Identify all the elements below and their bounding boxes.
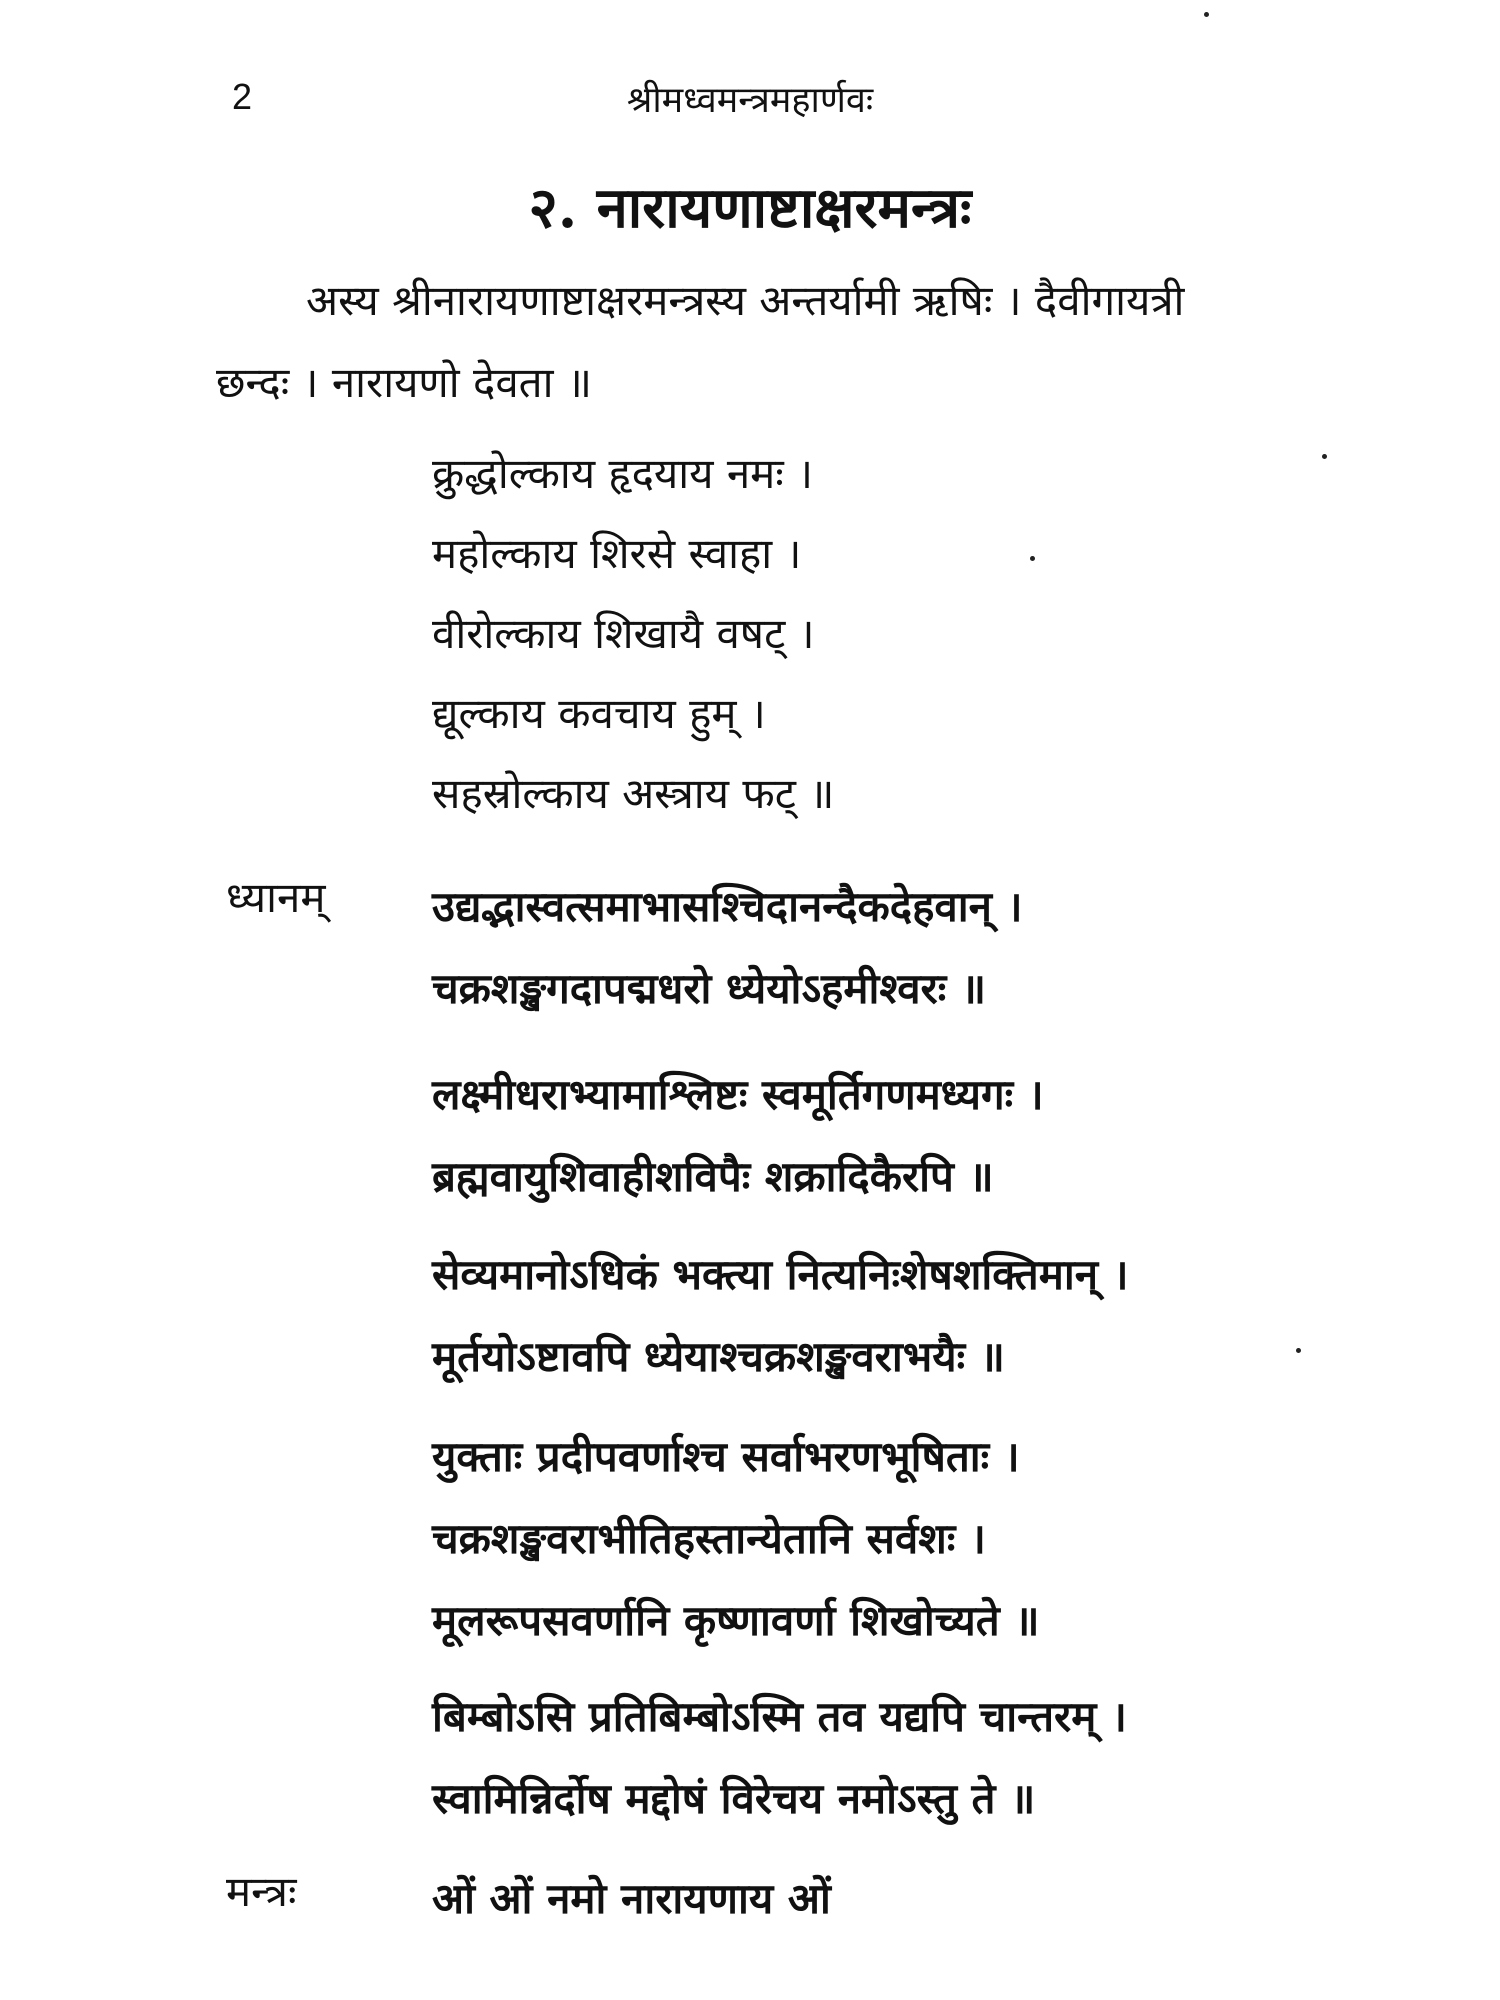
intro-line: छन्दः । नारायणो देवता ॥: [216, 358, 593, 407]
anganyasa-line: द्यूल्काय कवचाय हुम् ।: [432, 689, 766, 738]
scan-speck: [1296, 1348, 1301, 1353]
anganyasa-line: वीरोल्काय शिखायै वषट् ।: [432, 609, 815, 658]
verse-line: बिम्बोऽसि प्रतिबिम्बोऽस्मि तव यद्यपि चान्तरम् ।: [432, 1692, 1127, 1741]
dhyanam-label: ध्यानम्: [226, 873, 326, 922]
anganyasa-line: सहस्रोल्काय अस्त्राय फट् ॥: [432, 769, 835, 818]
anganyasa-line: महोल्काय शिरसे स्वाहा ।: [432, 529, 802, 578]
verse-line: ब्रह्मवायुशिवाहीशविपैः शक्रादिकैरपि ॥: [432, 1152, 994, 1201]
mantra-label: मन्त्रः: [226, 1867, 297, 1916]
mantra-text: ओं ओं नमो नारायणाय ओं: [432, 1874, 831, 1923]
dhyanam-verse: [432, 1676, 1127, 1840]
verse-line: चक्रशङ्खवराभीतिहस्तान्येतानि सर्वशः ।: [432, 1514, 986, 1563]
section-title: २. नारायणाष्टाक्षरमन्त्रः: [528, 175, 972, 241]
scan-speck: [1322, 454, 1327, 459]
intro-paragraph: [216, 260, 1346, 424]
dhyanam-verse: [432, 866, 1023, 1030]
verse-line: लक्ष्मीधराभ्यामाश्लिष्टः स्वमूर्तिगणमध्यगः ।: [432, 1070, 1044, 1119]
verse-line: मूलरूपसवर्णानि कृष्णावर्णा शिखोच्यते ॥: [432, 1596, 1040, 1645]
anganyasa-line: क्रुद्धोल्काय हृदयाय नमः ।: [432, 449, 814, 498]
dhyanam-verse: [432, 1234, 1129, 1398]
running-header: श्रीमध्वमन्त्रमहार्णवः: [626, 80, 874, 121]
verse-line: मूर्तयोऽष्टावपि ध्येयाश्चक्रशङ्खवराभयैः ॥: [432, 1332, 1005, 1381]
verse-line: चक्रशङ्खगदापद्मधरो ध्येयोऽहमीश्वरः ॥: [432, 964, 986, 1013]
verse-line: उद्यद्भास्वत्समाभासश्चिदानन्दैकदेहवान् ।: [432, 882, 1023, 931]
scan-speck: [1030, 556, 1035, 561]
dhyanam-verse: [432, 1054, 1044, 1218]
intro-line: अस्य श्रीनारायणाष्टाक्षरमन्त्रस्य अन्तर्यामी ऋषिः । दैवीगायत्री: [306, 276, 1185, 325]
verse-line: स्वामिन्निर्दोष मद्दोषं विरेचय नमोऽस्तु ते ॥: [432, 1774, 1036, 1823]
dhyanam-verse: [432, 1416, 1040, 1662]
verse-line: सेव्यमानोऽधिकं भक्त्या नित्यनिःशेषशक्तिमान् ।: [432, 1250, 1129, 1299]
anganyasa-list: [432, 434, 834, 834]
page-number: 2: [232, 76, 253, 117]
verse-line: युक्ताः प्रदीपवर्णाश्च सर्वाभरणभूषिताः ।: [432, 1432, 1020, 1481]
scan-speck: [1204, 12, 1209, 17]
